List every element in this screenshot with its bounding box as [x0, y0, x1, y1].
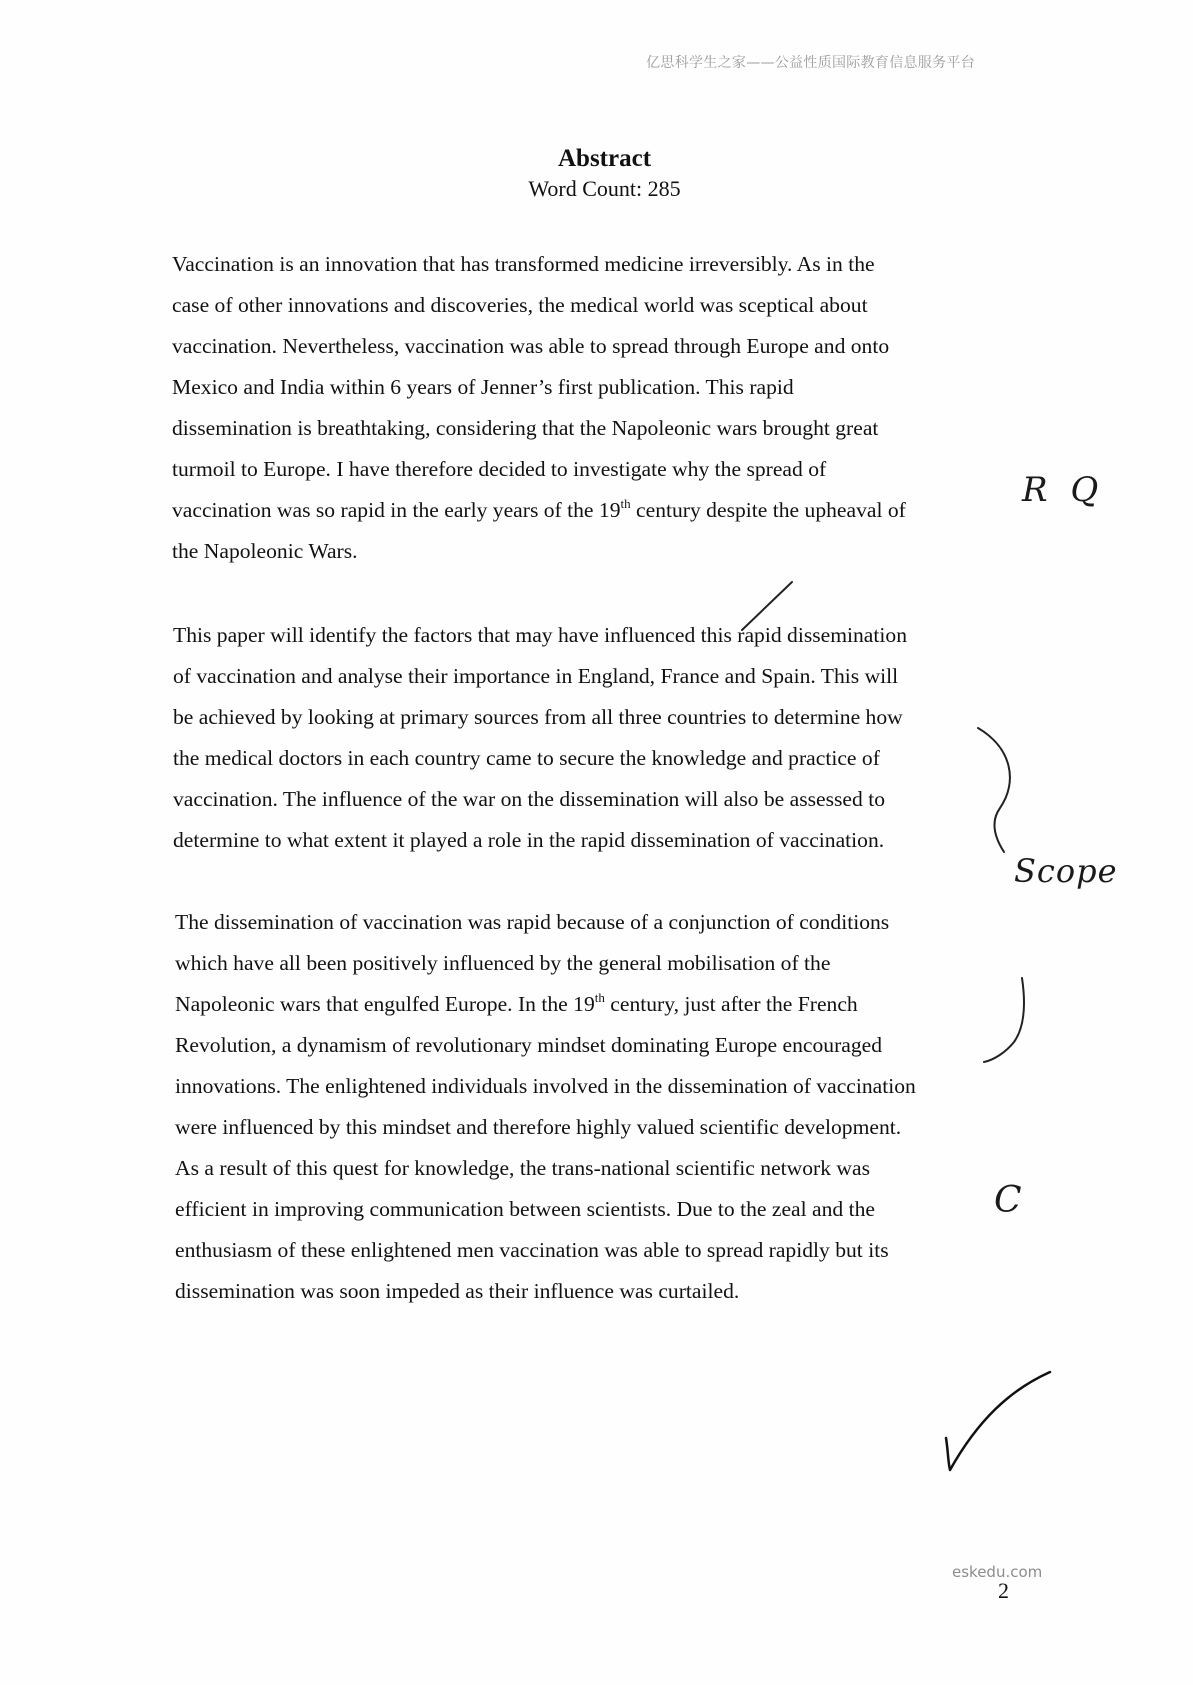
text-line: be achieved by looking at primary sources from all three countries to determine how	[173, 705, 903, 729]
text-line: which have all been positively influenced by the general mobilisation of the	[175, 951, 831, 975]
text-line: the Napoleonic Wars.	[172, 539, 358, 563]
paragraph-2	[173, 615, 1013, 861]
superscript: th	[594, 990, 605, 1005]
text-line: As a result of this quest for knowledge, the trans-national scientific network was	[175, 1156, 871, 1180]
paragraph-1	[172, 244, 1012, 572]
text-line: innovations. The enlightened individuals involved in the dissemination of vaccination	[175, 1074, 916, 1098]
page-number: 2	[998, 1578, 1009, 1603]
text-line: dissemination is breathtaking, considering that the Napoleonic wars brought great	[172, 416, 879, 440]
text-line: Revolution, a dynamism of revolutionary mindset dominating Europe encouraged	[175, 1033, 883, 1057]
text-line: determine to what extent it played a role in the rapid dissemination of vaccination.	[173, 828, 885, 852]
text-line: turmoil to Europe. I have therefore decided to investigate why the spread of	[172, 457, 827, 481]
text-line: vaccination. Nevertheless, vaccination was able to spread through Europe and onto	[172, 334, 890, 358]
text-line: vaccination. The influence of the war on the dissemination will also be assessed to	[173, 787, 886, 811]
text-line: were influenced by this mindset and therefore highly valued scientific development.	[175, 1115, 902, 1139]
abstract-header	[0, 144, 1193, 204]
paragraph-3	[175, 902, 1015, 1312]
text-line: This paper will identify the factors that may have influenced this rapid dissemination	[173, 623, 907, 647]
handwritten-note-c: C	[994, 1180, 1022, 1221]
page-title: Abstract	[557, 145, 652, 172]
text-line: of vaccination and analyse their importance in England, France and Spain. This will	[173, 664, 899, 688]
handwritten-note-rq: R Q	[1022, 470, 1105, 510]
watermark-header: 亿思科学生之家——公益性质国际教育信息服务平台	[646, 55, 975, 71]
check-mark-icon	[946, 1372, 1050, 1470]
text-line: The dissemination of vaccination was rapid because of a conjunction of conditions	[175, 910, 890, 934]
text-line: Mexico and India within 6 years of Jenner’s first publication. This rapid	[172, 375, 794, 399]
text-line: the medical doctors in each country came to secure the knowledge and practice of	[173, 746, 880, 770]
text-line: Napoleonic wars that engulfed Europe. In the 19th century, just after the French	[175, 990, 858, 1016]
text-line: dissemination was soon impeded as their influence was curtailed.	[175, 1279, 740, 1303]
watermark-footer: eskedu.com	[952, 1563, 1043, 1581]
text-line: Vaccination is an innovation that has transformed medicine irreversibly. As in the	[172, 252, 875, 276]
text-line: efficient in improving communication between scientists. Due to the zeal and the	[175, 1197, 875, 1221]
text-line: case of other innovations and discoveries, the medical world was sceptical about	[172, 293, 868, 317]
text-line: enthusiasm of these enlightened men vaccination was able to spread rapidly but its	[175, 1238, 889, 1262]
word-count: Word Count: 285	[528, 176, 681, 201]
text-line: vaccination was so rapid in the early years of the 19th century despite the upheaval of	[172, 496, 906, 522]
handwritten-note-scope: Scope	[1014, 852, 1118, 890]
superscript: th	[620, 496, 631, 511]
